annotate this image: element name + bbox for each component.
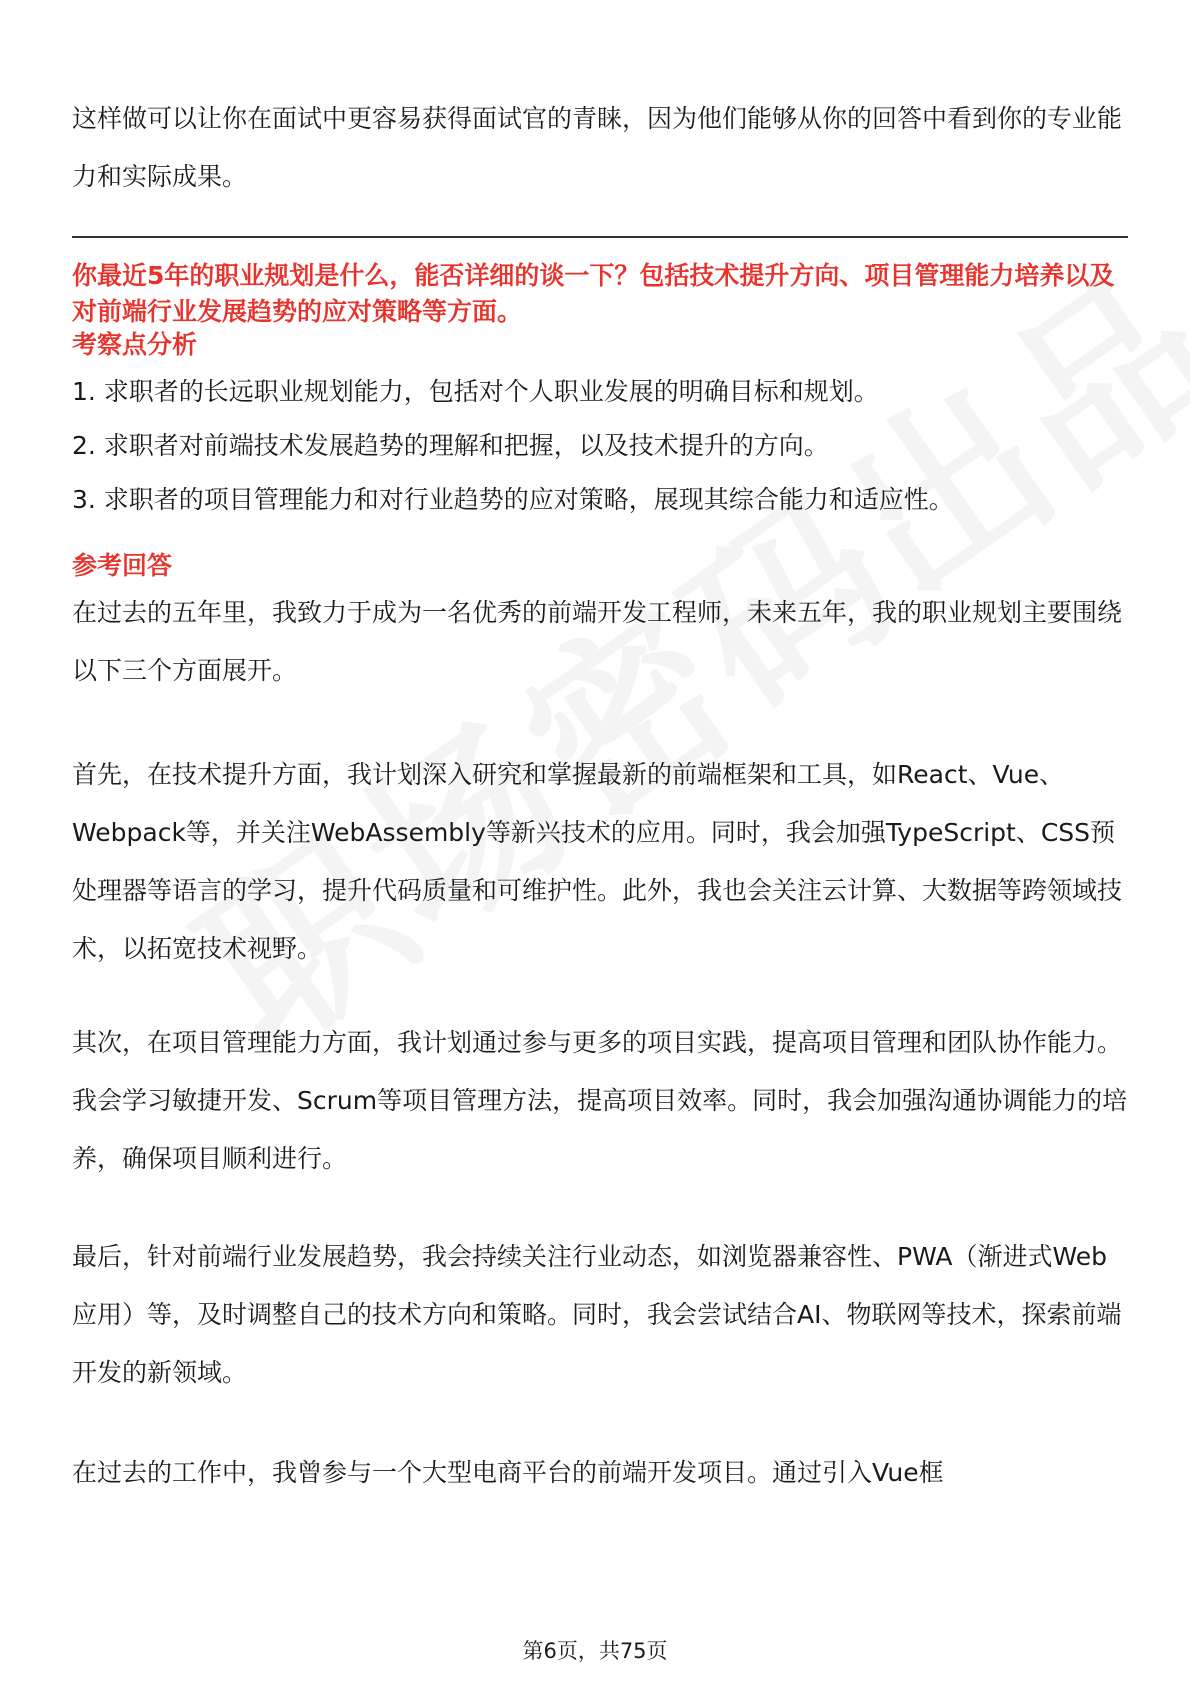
answer-paragraph: 首先，在技术提升方面，我计划深入研究和掌握最新的前端框架和工具，如React、Vue、Webpack等，并关注WebAssembly等新兴技术的应用。同时，我会加强TypeScript、CSS预处理器等语言的学习，提升代码质量和可维护性。此外，我也会关注云计算、大数据等跨领域技术，以拓宽技术视野。 — [72, 760, 1123, 963]
answer-paragraph: 其次，在项目管理能力方面，我计划通过参与更多的项目实践，提高项目管理和团队协作能力。我会学习敏捷开发、Scrum等项目管理方法，提高项目效率。同时，我会加强沟通协调能力的培养，确保项目顺利进行。 — [72, 1028, 1128, 1173]
question-title: 你最近5年的职业规划是什么，能否详细的谈一下？包括技术提升方向、项目管理能力培养以及对前端行业发展趋势的应对策略等方面。 — [72, 261, 1115, 326]
intro-paragraph: 这样做可以让你在面试中更容易获得面试官的青睐，因为他们能够从你的回答中看到你的专业能力和实际成果。 — [72, 104, 1123, 191]
answer-paragraph: 在过去的五年里，我致力于成为一名优秀的前端开发工程师，未来五年，我的职业规划主要围绕以下三个方面展开。 — [72, 598, 1123, 685]
answer-paragraph: 在过去的工作中，我曾参与一个大型电商平台的前端开发项目。通过引入Vue框 — [72, 1458, 944, 1487]
section-divider — [72, 236, 1128, 238]
analysis-item: 1. 求职者的长远职业规划能力，包括对个人职业发展的明确目标和规划。 — [72, 377, 879, 406]
answer-paragraph: 最后，针对前端行业发展趋势，我会持续关注行业动态，如浏览器兼容性、PWA（渐进式Web应用）等，及时调整自己的技术方向和策略。同时，我会尝试结合AI、物联网等技术，探索前端开发的新领域。 — [72, 1242, 1122, 1387]
analysis-item: 2. 求职者对前端技术发展趋势的理解和把握，以及技术提升的方向。 — [72, 431, 829, 460]
page-number: 第6页，共75页 — [522, 1639, 668, 1663]
answer-heading: 参考回答 — [72, 551, 173, 580]
analysis-heading: 考察点分析 — [72, 330, 198, 359]
analysis-item: 3. 求职者的项目管理能力和对行业趋势的应对策略，展现其综合能力和适应性。 — [72, 485, 954, 514]
